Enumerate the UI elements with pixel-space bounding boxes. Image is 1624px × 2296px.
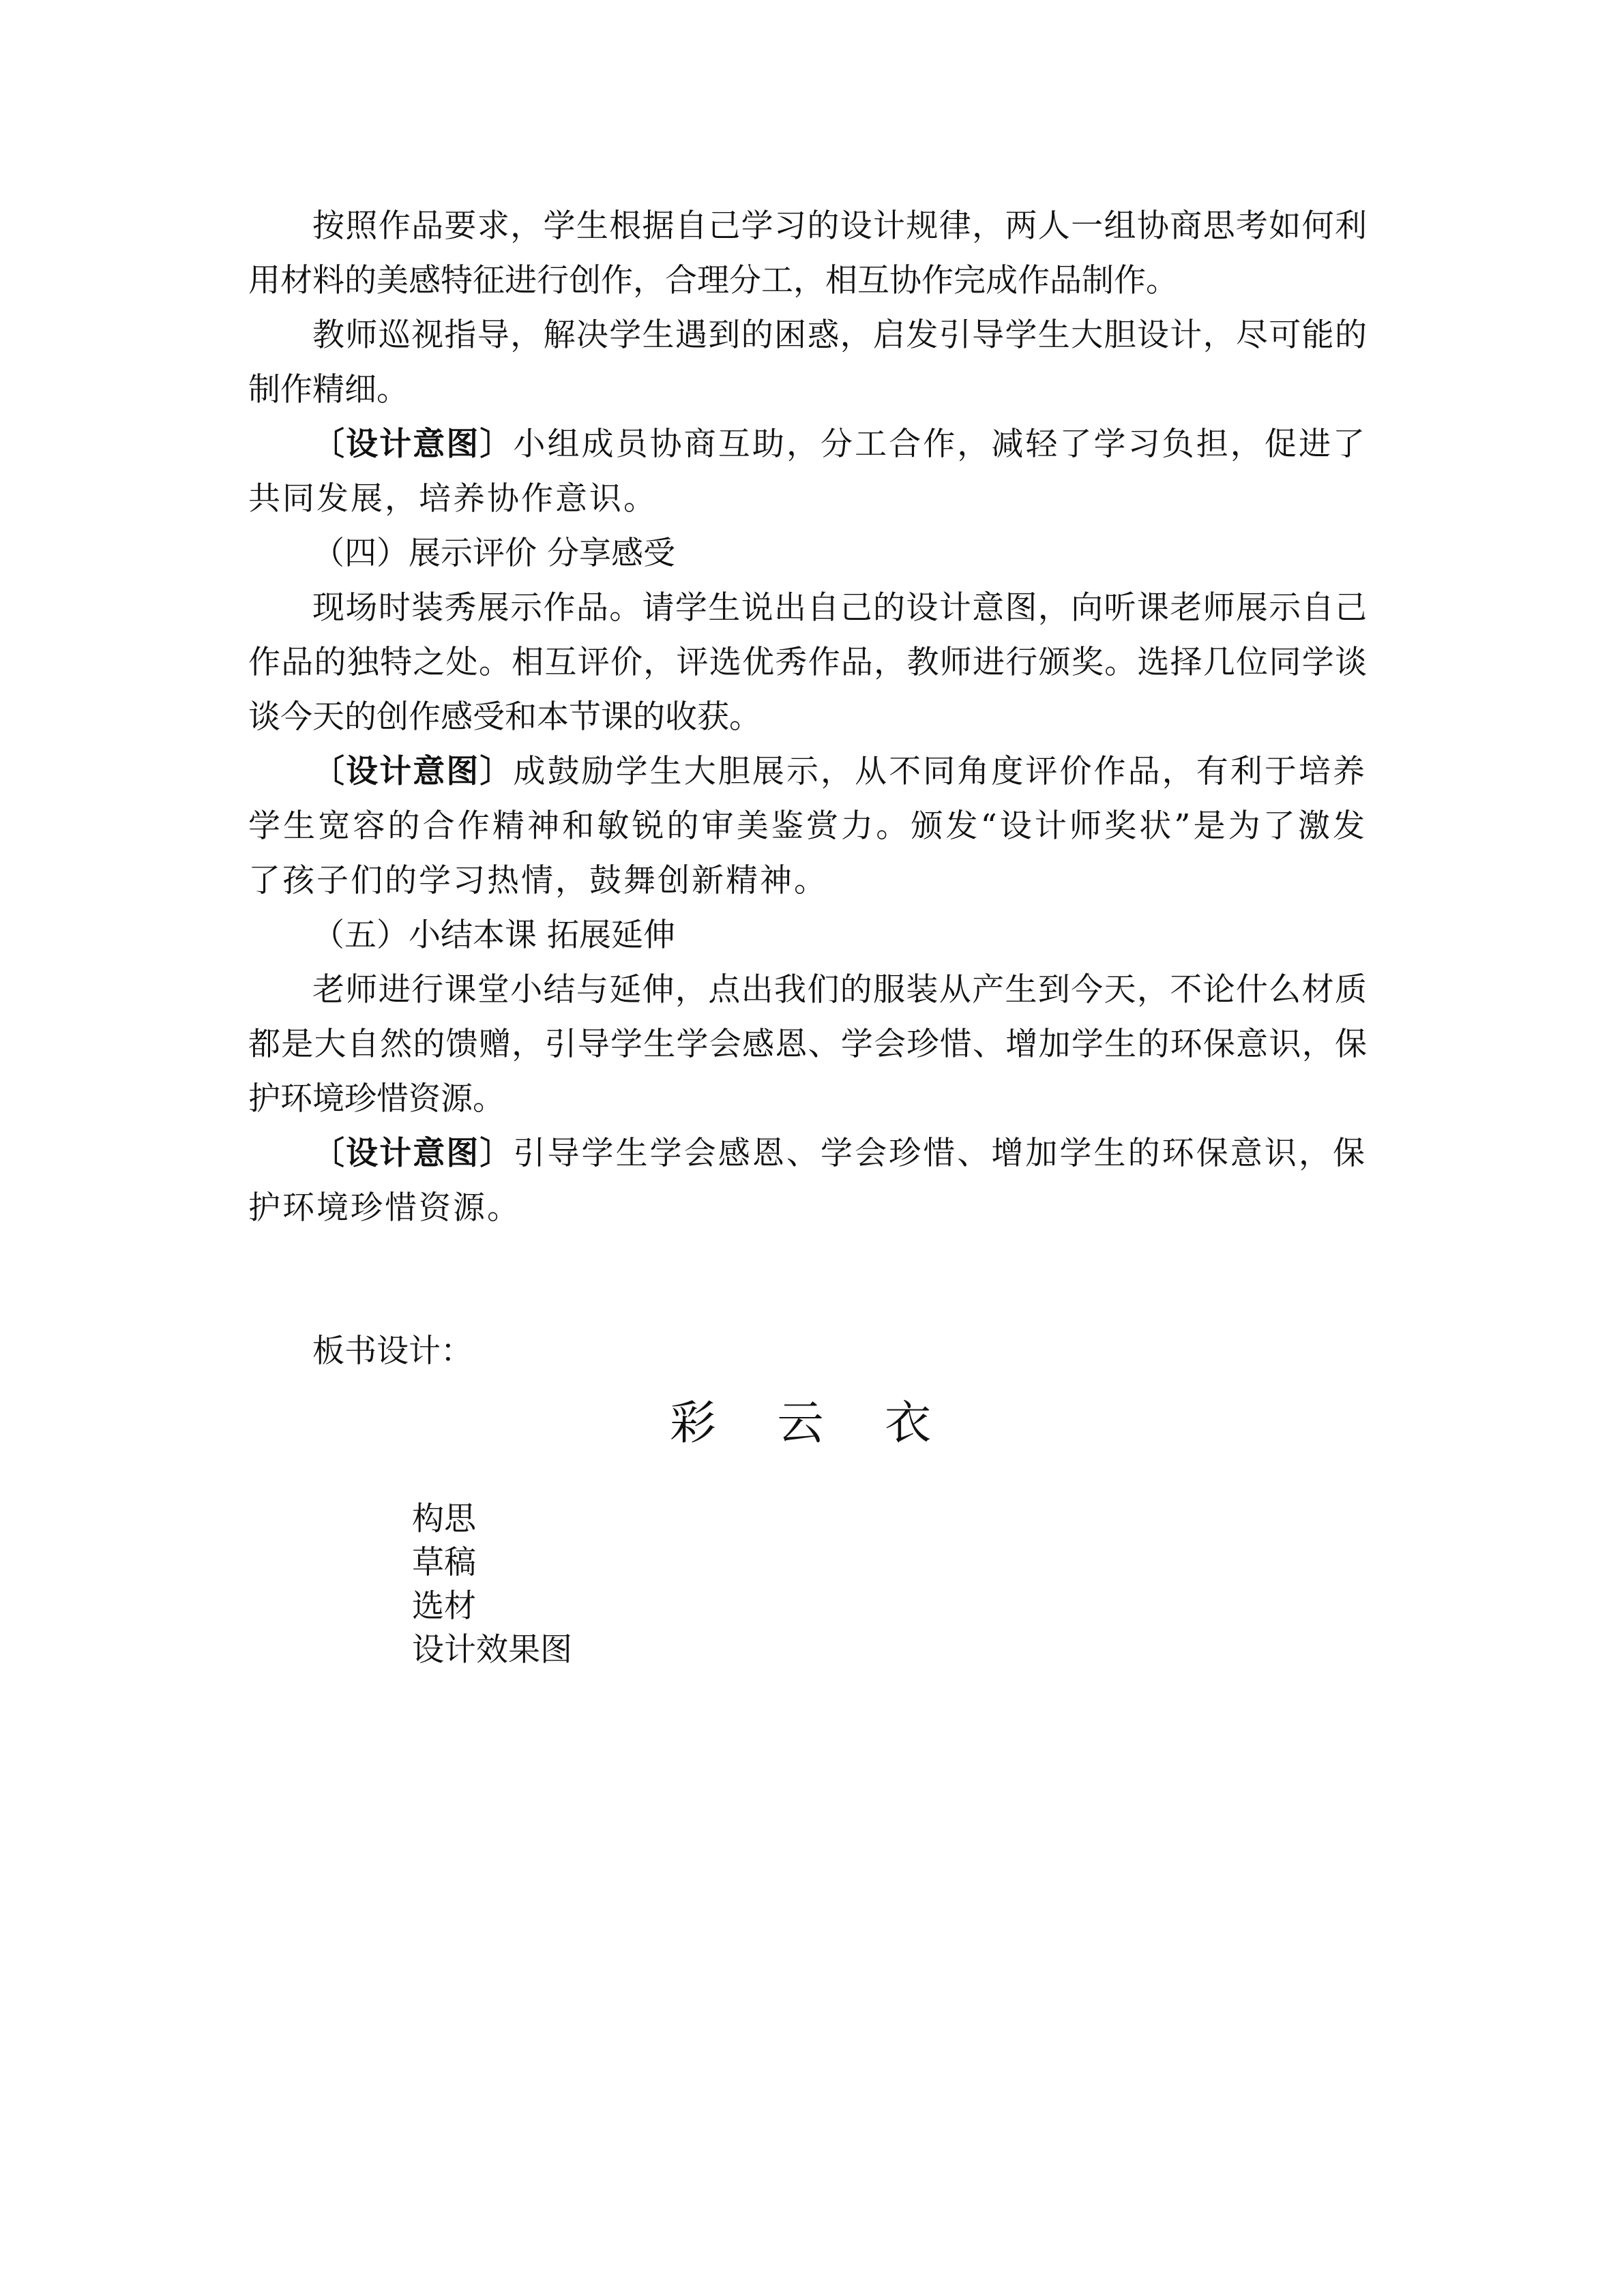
design-intent-label: 〔设计意图〕	[312, 1135, 514, 1172]
section-heading-text: （四）展示评价 分享感受	[312, 535, 675, 572]
design-intent-label: 〔设计意图〕	[312, 426, 514, 463]
design-intent-paragraph	[248, 745, 1367, 908]
paragraph-text: 小组成员协商互助，分工合作，减轻了学习负担，促进了共同发展，培养协作意识。	[248, 426, 1368, 518]
design-intent-paragraph	[248, 417, 1367, 526]
section-heading-text: （五）小结本课 拓展延伸	[312, 916, 675, 954]
design-intent-label: 〔设计意图〕	[312, 753, 514, 790]
section-heading	[248, 526, 1367, 581]
board-item: 草稿	[412, 1544, 476, 1581]
section-heading	[248, 908, 1367, 963]
paragraph-text: 引导学生学会感恩、学会珍惜、增加学生的环保意识，保护环境珍惜资源。	[248, 1135, 1368, 1227]
paragraph	[248, 581, 1367, 745]
paragraph	[248, 199, 1367, 308]
board-item: 选材	[412, 1587, 476, 1625]
document-body	[248, 199, 1367, 1236]
paragraph	[248, 963, 1367, 1127]
board-item: 设计效果图	[412, 1631, 572, 1669]
paragraph	[248, 308, 1367, 417]
board-item: 构思	[412, 1500, 476, 1538]
board-design-label: 板书设计：	[312, 1332, 473, 1370]
paragraph-text: 现场时装秀展示作品。请学生说出自己的设计意图，向听课老师展示自己作品的独特之处。相互评价，评选优秀作品，教师进行颁奖。选择几位同学谈谈今天的创作感受和本节课的收获。	[248, 589, 1367, 736]
board-title: 彩 云 衣	[669, 1397, 955, 1450]
paragraph-text: 按照作品要求，学生根据自己学习的设计规律，两人一组协商思考如何利用材料的美感特征进行创作，合理分工，相互协作完成作品制作。	[248, 207, 1367, 299]
paragraph-text: 成鼓励学生大胆展示，从不同角度评价作品，有利于培养学生宽容的合作精神和敏锐的审美鉴赏力。颁发“设计师奖状”是为了激发了孩子们的学习热情，鼓舞创新精神。	[248, 753, 1368, 899]
design-intent-paragraph	[248, 1127, 1367, 1236]
paragraph-text: 老师进行课堂小结与延伸，点出我们的服装从产生到今天，不论什么材质都是大自然的馈赠，引导学生学会感恩、学会珍惜、增加学生的环保意识，保护环境珍惜资源。	[248, 971, 1367, 1118]
board-item-list	[412, 1497, 572, 1672]
paragraph-text: 教师巡视指导，解决学生遇到的困惑，启发引导学生大胆设计，尽可能的制作精细。	[248, 316, 1367, 408]
